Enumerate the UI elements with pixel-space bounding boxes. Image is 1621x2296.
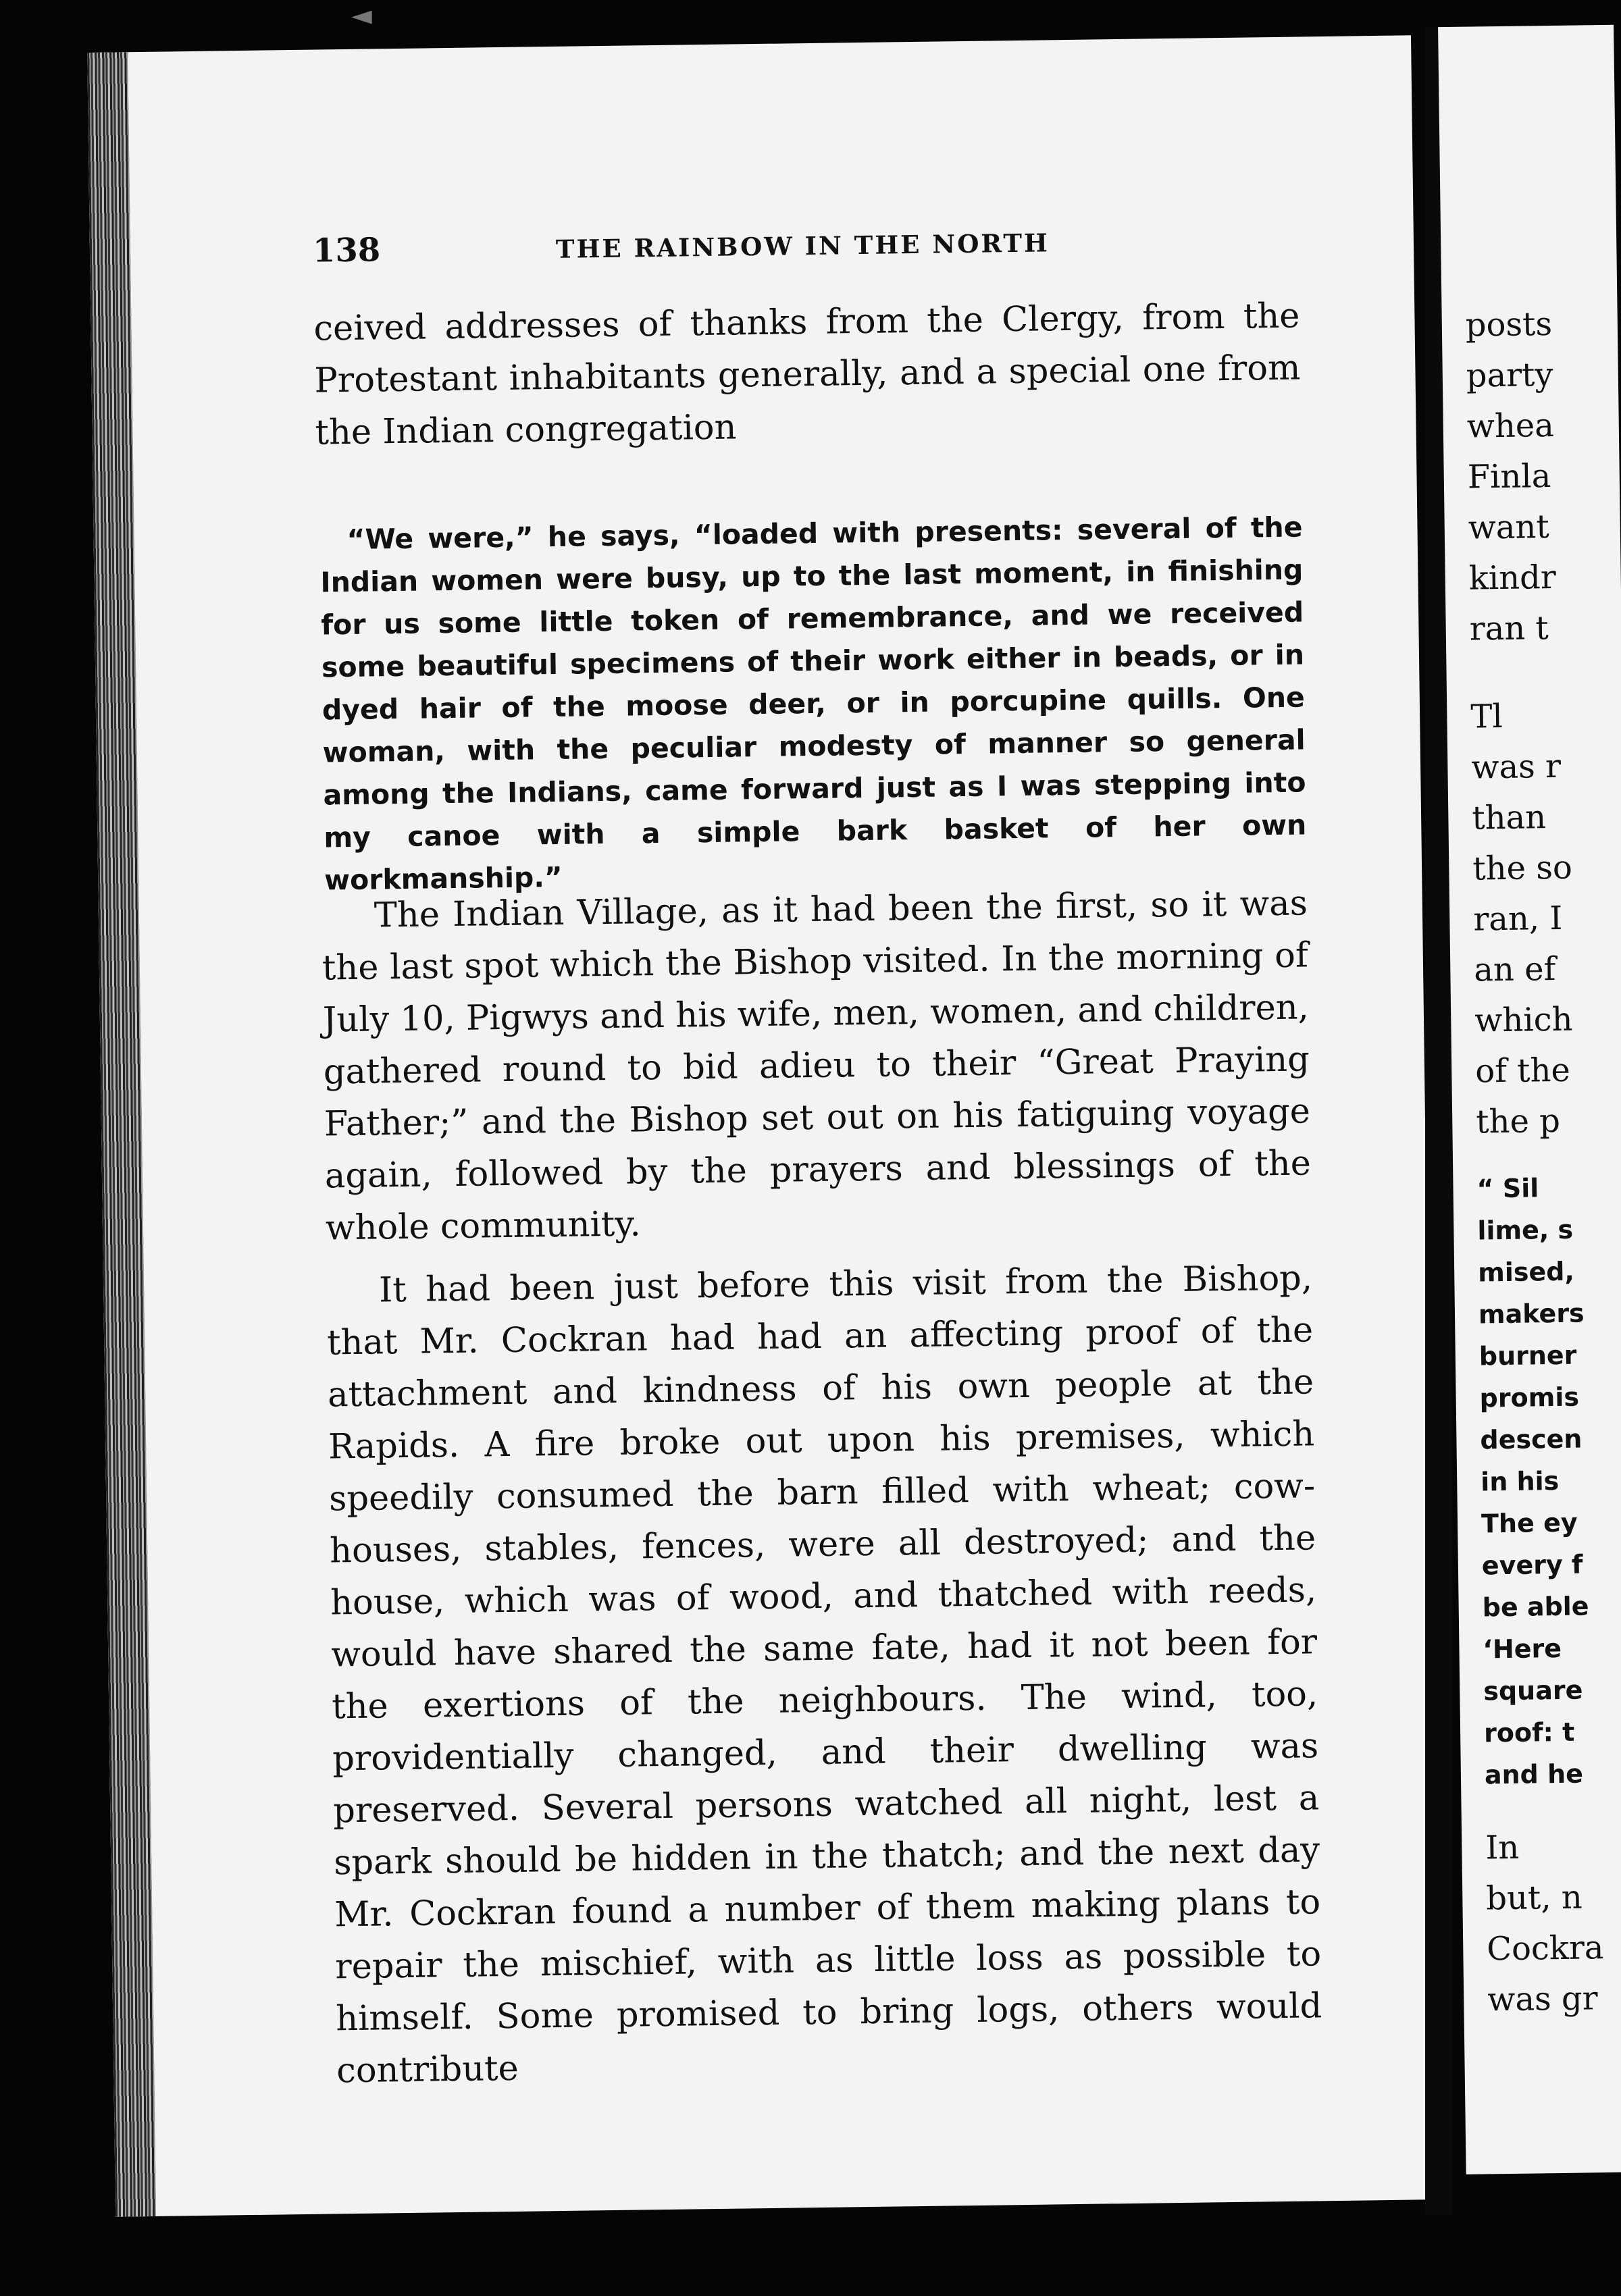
scan-artifact-mark: ◄: [351, 0, 372, 31]
facing-page-fragment-bottom: In but, n Cockra was gr: [1485, 1828, 1604, 2019]
page-edge-binding: [87, 52, 156, 2217]
running-title: THE RAINBOW IN THE NORTH: [555, 228, 1050, 264]
facing-page: [1438, 25, 1621, 2174]
quoted-passage: “We were,” he says, “loaded with presents: several of the Indian women were busy, up to the last moment, in finishing for us some little token of remembrance, and we received some beautiful specimens of their work either in beads, or in dyed hair of the moose deer, or in porcupine quills. One woman, with the peculiar modesty of manner so general among the Indians, came forward just as I was stepping into my canoe with a simple bark basket of her own workmanship.”: [320, 511, 1307, 897]
paragraph-indian-village: The Indian Village, as it had been the first, so it was the last spot which the Bishop visited. In the morning of July 10, Pigwys and his wife, men, women, and children, gathered round to bid adieu to their “Great Praying Father;” and the Bishop set out on his fatiguing voyage again, followed by the prayers and blessings of the whole community.: [321, 883, 1312, 1249]
paragraph-opening: ceived addresses of thanks from the Clergy, from the Protestant inhabitants generally, and a special one from the Indian congregation: [313, 296, 1301, 453]
facing-page-fragment-mid: Tl was r than the so ran, I an ef which of the the p: [1470, 697, 1573, 1141]
facing-page-fragment-top: posts party whea Finla want kindr ran t: [1465, 305, 1557, 648]
facing-page-fragment-small: “ Sil lime, s mised, makers burner promis descen in his The ey every f be able ‘Here square roof: t and he: [1476, 1173, 1589, 1790]
paragraph-fire: It had been just before this visit from the Bishop, that Mr. Cockran had had an affecting proof of the attachment and kindness of his own people at the Rapids. A fire broke out upon his premises, which speedily consumed the barn filled with wheat; cow-houses, stables, fences, were all destroyed; and the house, which was of wood, and thatched with reeds, would have shared the same fate, had it not been for the exertions of the neighbours. The wind, too, providentially changed, and their dwelling was preserved. Several persons watched all night, lest a spark should be hidden in the thatch; and the next day Mr. Cockran found a number of them making plans to repair the mischief, with as little loss as possible to himself. Some promised to bring logs, others would contribute: [326, 1258, 1322, 2091]
left-book-page: [87, 35, 1439, 2216]
page-number: 138: [312, 231, 381, 270]
running-head: [313, 219, 1300, 280]
